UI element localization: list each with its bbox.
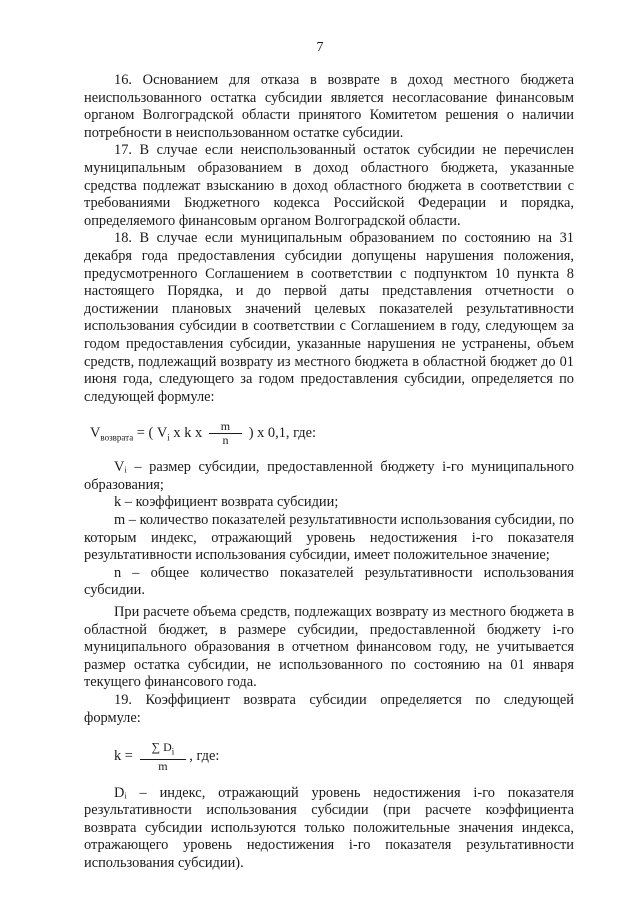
- formula-return-volume: [90, 420, 574, 447]
- definition-vi: Vᵢ – размер субсидии, предоставленной бюджету i-го муниципального образования;: [84, 459, 574, 493]
- definition-di: Dᵢ – индекс, отражающий уровень недостижения i-го показателя результативности использования субсидии (при расчете коэффициента возврата субсидии используются только положительные значения индекса, отражающего уровень недостижения i-го показателя результативности использования субсидии).: [84, 784, 574, 871]
- formula1-lhs: V: [90, 425, 101, 442]
- formula2-denominator: m: [158, 758, 168, 773]
- paragraph-17: 17. В случае если неиспользованный остаток субсидии не перечислен муниципальным образованием в доход областного бюджета, указанные средства подлежат взысканию в доход областного бюджета в соответствии с требованиями Бюджетного кодекса Российской Федерации и порядка, определяемого финансовым органом Волгоградской области.: [84, 142, 574, 229]
- formula1-tail: ) x 0,1, где:: [245, 425, 316, 442]
- formula2-fraction: [140, 741, 187, 772]
- formula2-lhs: k =: [114, 748, 137, 765]
- definition-m: m – количество показателей результативности использования субсидии, по которым индекс, отражающий уровень недостижения i-го показателя результативности использования субсидии, имеет положительное значение;: [84, 512, 574, 564]
- formula1-mid: = ( V: [133, 425, 168, 442]
- formula1-lhs-sub: возврата: [100, 432, 134, 443]
- page-number: 7: [316, 40, 324, 55]
- formula1-vi-sub: i: [167, 432, 170, 443]
- formula1-numerator: m: [209, 420, 242, 434]
- formula1-denominator: n: [222, 433, 229, 448]
- paragraph-19: 19. Коэффициент возврата субсидии определяется по следующей формуле:: [84, 692, 574, 726]
- formula1-fraction: [209, 420, 242, 447]
- formula2-num-text: ∑ D: [151, 740, 172, 755]
- formula-coefficient: [114, 741, 574, 772]
- document-body: [84, 72, 574, 873]
- paragraph-16: 16. Основанием для отказа в возврате в доход местного бюджета неиспользованного остатка субсидии является несогласование финансовым органом Волгоградской области принятого Комитетом решения о наличии потребности в неиспользованном остатке субсидии.: [84, 72, 574, 141]
- paragraph-18: 18. В случае если муниципальным образованием по состоянию на 31 декабря года предоставления субсидии допущены нарушения положения, предусмотренного Соглашением в соответствии с подпунктом 10 пункта 8 настоящего Порядка, и до первой даты представления отчетности о достижении плановых значений целевых показателей результативности использования субсидии в соответствии с Соглашением в году, следующем за годом предоставления субсидии, указанные нарушения не устранены, объем средств, подлежащий возврату из местного бюджета в областной бюджет до 01 июня года, следующего за годом предоставления субсидии, определяется по следующей формуле:: [84, 230, 574, 405]
- formula2-num-sub: i: [171, 746, 175, 757]
- formula2-numerator: [140, 741, 187, 759]
- formula1-mid2: x k x: [169, 425, 206, 442]
- paragraph-calc-note: При расчете объема средств, подлежащих возврату из местного бюджета в областной бюджет, в размере субсидии, предоставленной бюджету i-го муниципального образования в отчетном финансовом году, не учитывается размер остатка субсидии, не использованного по состоянию на 01 января текущего финансового года.: [84, 604, 574, 691]
- definition-k: k – коэффициент возврата субсидии;: [114, 494, 339, 511]
- formula2-tail: , где:: [189, 748, 220, 765]
- definition-n: n – общее количество показателей результативности использования субсидии.: [84, 564, 574, 599]
